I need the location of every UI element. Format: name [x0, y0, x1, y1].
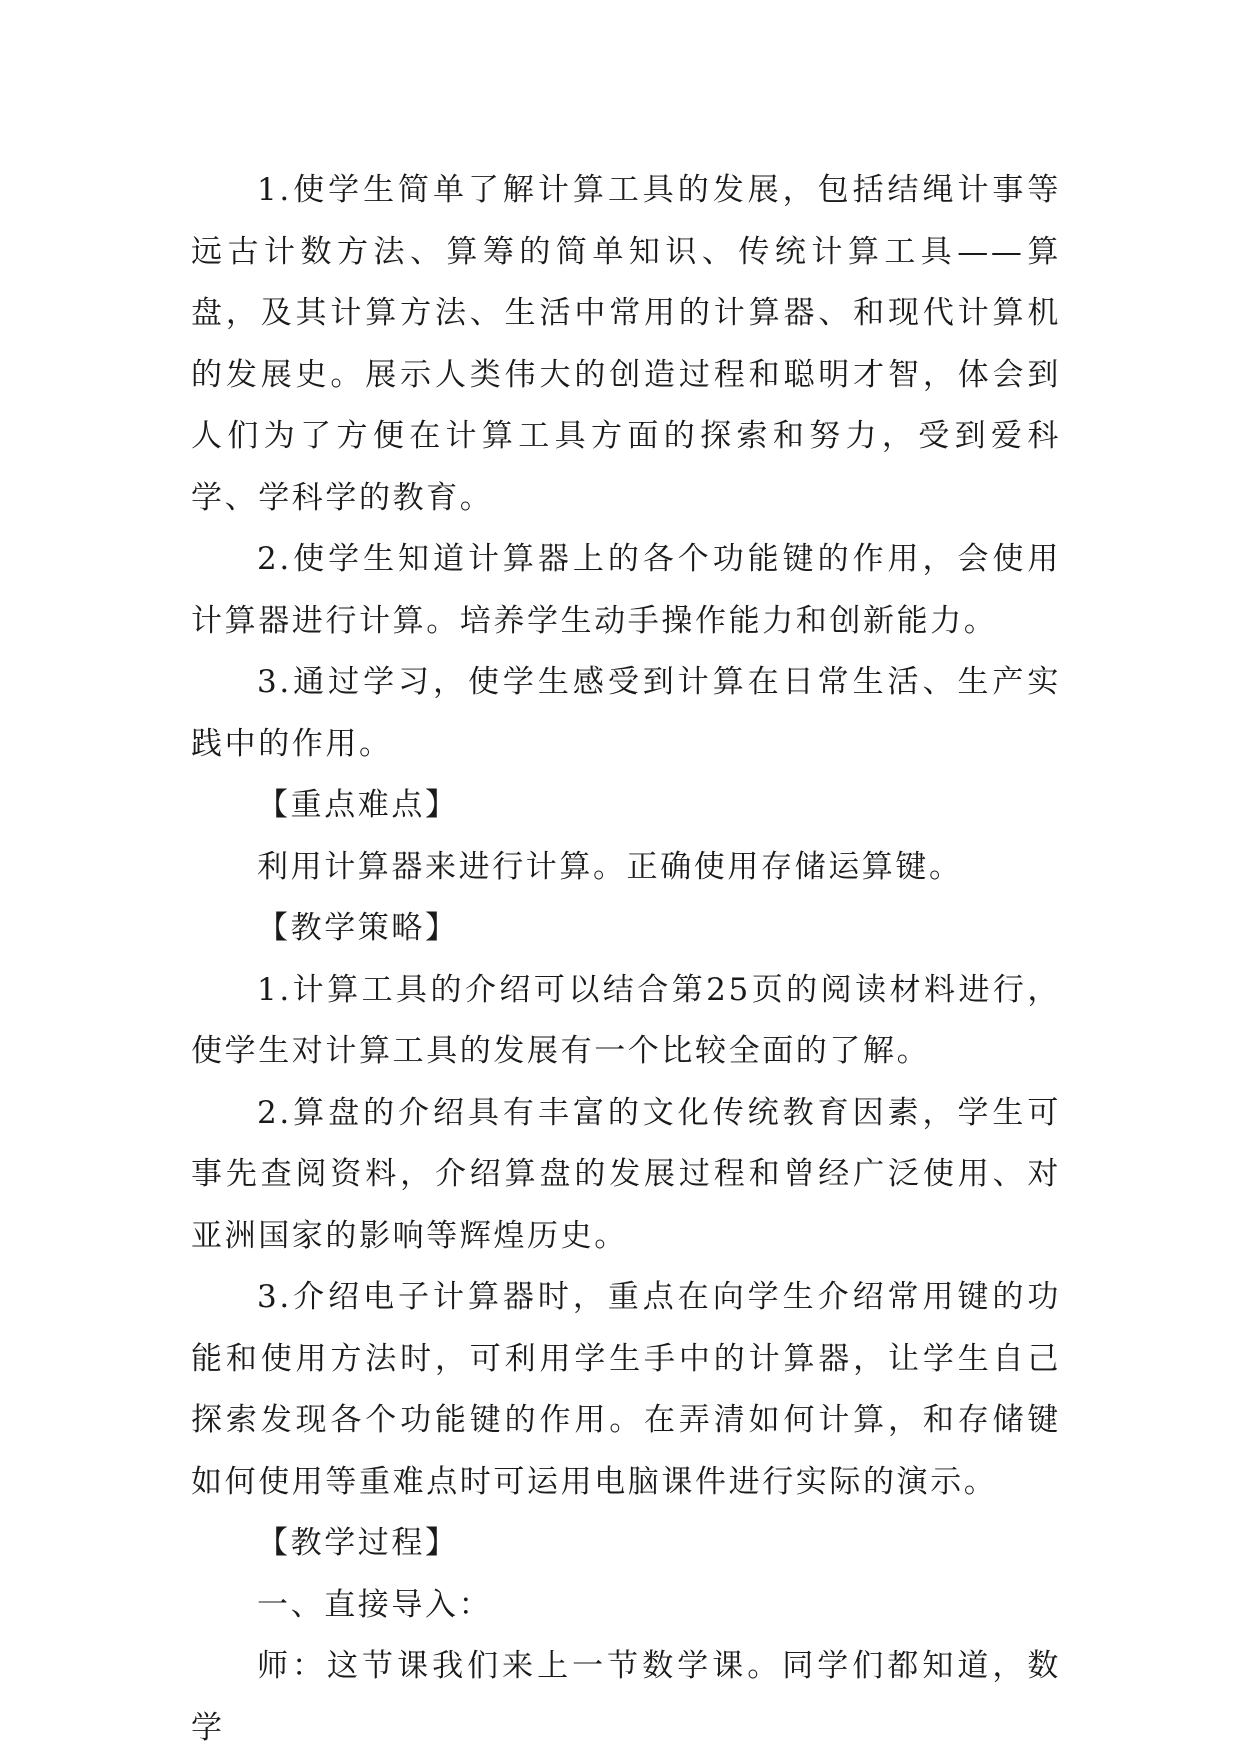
objective-2-paragraph: 2.使学生知道计算器上的各个功能键的作用，会使用计算器进行计算。培养学生动手操作能力和创新能力。: [191, 541, 1061, 639]
key-difficulties-paragraph: 利用计算器来进行计算。正确使用存储运算键。: [257, 848, 963, 885]
strategy-1-paragraph: 1.计算工具的介绍可以结合第25页的阅读材料进行，使学生对计算工具的发展有一个比较全面的了解。: [191, 971, 1061, 1069]
teacher-speech-paragraph: 师：这节课我们来上一节数学课。同学们都知道，数学: [191, 1648, 1061, 1746]
strategy-2-paragraph: 2.算盘的介绍具有丰富的文化传统教育因素，学生可事先查阅资料，介绍算盘的发展过程和曾经广泛使用、对亚洲国家的影响等辉煌历史。: [191, 1094, 1061, 1254]
teaching-process-heading: 【教学过程】: [257, 1525, 459, 1561]
objective-1-paragraph: 1.使学生简单了解计算工具的发展，包括结绳计事等远古计数方法、算筹的简单知识、传统计算工具——算盘，及其计算方法、生活中常用的计算器、和现代计算机的发展史。展示人类伟大的创造过程和聪明才智，体会到人们为了方便在计算工具方面的探索和努力，受到爱科学、学科学的教育。: [191, 172, 1061, 516]
strategy-3-paragraph: 3.介绍电子计算器时，重点在向学生介绍常用键的功能和使用方法时，可利用学生手中的计算器，让学生自己探索发现各个功能键的作用。在弄清如何计算，和存储键如何使用等重难点时可运用电脑课件进行实际的演示。: [191, 1279, 1061, 1500]
objective-3-paragraph: 3.通过学习，使学生感受到计算在日常生活、生产实践中的作用。: [191, 664, 1061, 762]
key-difficulties-heading: 【重点难点】: [257, 787, 459, 823]
section-intro-paragraph: 一、直接导入：: [257, 1586, 493, 1623]
document-body: [191, 160, 1061, 1759]
teaching-strategy-heading: 【教学策略】: [257, 910, 459, 946]
